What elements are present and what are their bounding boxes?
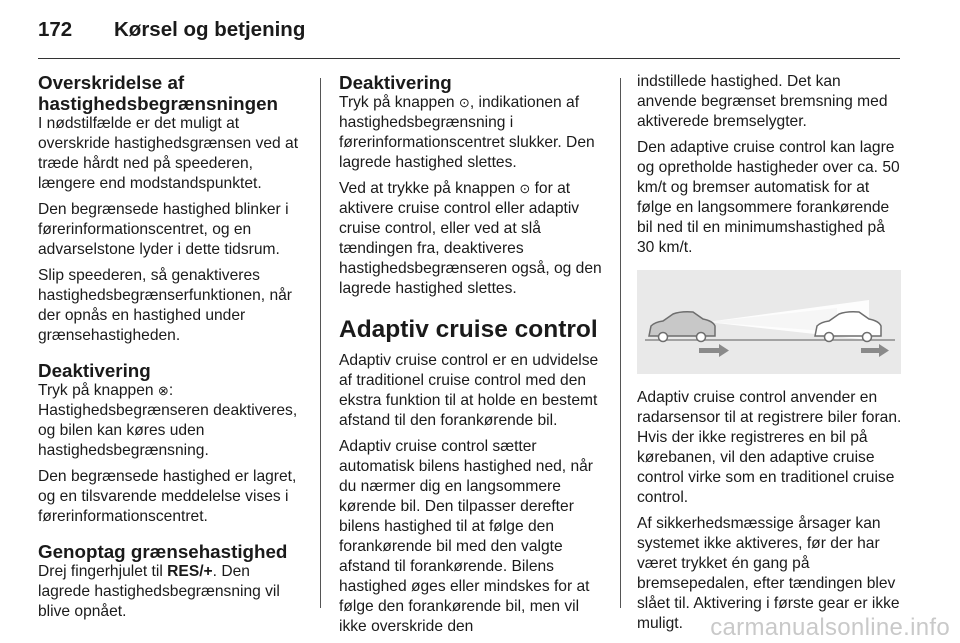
page-title: Kørsel og betjening bbox=[114, 18, 306, 41]
text-run: . Den lagrede hastighedsbegrænsning vil blive opnået. bbox=[38, 563, 280, 620]
paragraph: indstillede hastighed. Det kan anvende begrænset bremsning med aktiverede bremselygter. bbox=[637, 73, 888, 130]
limiter-icon: ⊙ bbox=[458, 95, 470, 110]
paragraph bbox=[38, 381, 306, 461]
paragraph: Adaptiv cruise control er en udvidelse af traditionel cruise control med den ekstra funktion til at holde en bestemt afstand til den forankørende bil. bbox=[339, 352, 599, 429]
paragraph: Adaptiv cruise control sætter automatisk bilens hastighed ned, når du nærmer dig en langsommere kørende bil. Den tilpasser derefter bilens hastighed til at følge den forankørende bil med den valgte afstand til forankørende. Bilens hastighed øges eller mindskes for at følge den forankørende bil, men vil ikke overskride den bbox=[339, 438, 593, 635]
heading-deactivation: Deaktivering bbox=[38, 360, 151, 381]
paragraph: Slip speederen, så genaktiveres hastighedsbegrænserfunktionen, når der opnås en hastighed under grænsehastigheden. bbox=[38, 267, 292, 344]
radar-illustration bbox=[637, 270, 901, 374]
heading-override: Overskridelse af hastighedsbegrænsningen bbox=[38, 72, 279, 114]
paragraph: Adaptiv cruise control anvender en radarsensor til at registrere biler foran. Hvis der ikke registreres en bil på kørebanen, vil den adaptive cruise control virke som en traditionel cruise control. bbox=[637, 389, 902, 506]
paragraph bbox=[339, 179, 607, 299]
column-2 bbox=[339, 72, 607, 643]
paragraph: Af sikkerhedsmæssige årsager kan systemet ikke aktiveres, før der har været trykket én gang på bremsepedalen, efter tændingen blev slået til. Aktivering i første gear er ikke muligt. bbox=[637, 515, 900, 632]
column-3 bbox=[637, 72, 903, 640]
text-run: , indikationen af hastighedsbegrænsning i førerinformationscentret slukker. Den lagrede hastighed slettes. bbox=[339, 94, 595, 171]
text-run: Tryk på knappen bbox=[38, 382, 154, 399]
cruise-control-icon: ⊙ bbox=[519, 181, 531, 196]
text-run: Tryk på knappen bbox=[339, 94, 455, 111]
column-1 bbox=[38, 72, 306, 628]
heading-resume: Genoptag grænsehastighed bbox=[38, 541, 288, 562]
watermark: carmanualsonline.info bbox=[710, 614, 950, 641]
paragraph bbox=[38, 562, 306, 622]
paragraph: Den begrænsede hastighed er lagret, og en tilsvarende meddelelse vises i førerinformationscentret. bbox=[38, 468, 297, 525]
paragraph: I nødstilfælde er det muligt at overskride hastighedsgrænsen ved at træde hårdt ned på speederen, længere end modstandspunktet. bbox=[38, 115, 299, 192]
text-run: Ved at trykke på knappen bbox=[339, 180, 515, 197]
paragraph: Den adaptive cruise control kan lagre og opretholde hastigheder over ca. 50 km/t og bremser automatisk for at følge en langsommere forankørende bil ned til en minimumshastighed på 30 km/t. bbox=[637, 139, 900, 256]
heading-deactivation: Deaktivering bbox=[339, 72, 452, 93]
header-rule bbox=[38, 58, 900, 59]
column-divider-2 bbox=[620, 78, 621, 608]
column-divider-1 bbox=[320, 78, 321, 608]
heading-adaptive-cruise-control: Adaptiv cruise control bbox=[339, 316, 598, 343]
text-run: : Hastighedsbegrænseren deaktiveres, og bilen kan køres uden hastighedsbegrænsning. bbox=[38, 382, 298, 459]
limiter-off-icon: ⊗ bbox=[157, 383, 169, 398]
page-number: 172 bbox=[38, 18, 73, 41]
text-run: for at aktivere cruise control eller adaptiv cruise control, eller ved at slå tændingen fra, deaktiveres hastighedsbegrænseren også, og den lagrede hastighed slettes. bbox=[339, 180, 602, 297]
res-plus-label: RES/+ bbox=[167, 563, 213, 580]
paragraph bbox=[339, 93, 607, 173]
paragraph: Den begrænsede hastighed blinker i førerinformationscentret, og en advarselstone lyder i dette tidsrum. bbox=[38, 201, 289, 258]
text-run: Drej fingerhjulet til bbox=[38, 563, 163, 580]
